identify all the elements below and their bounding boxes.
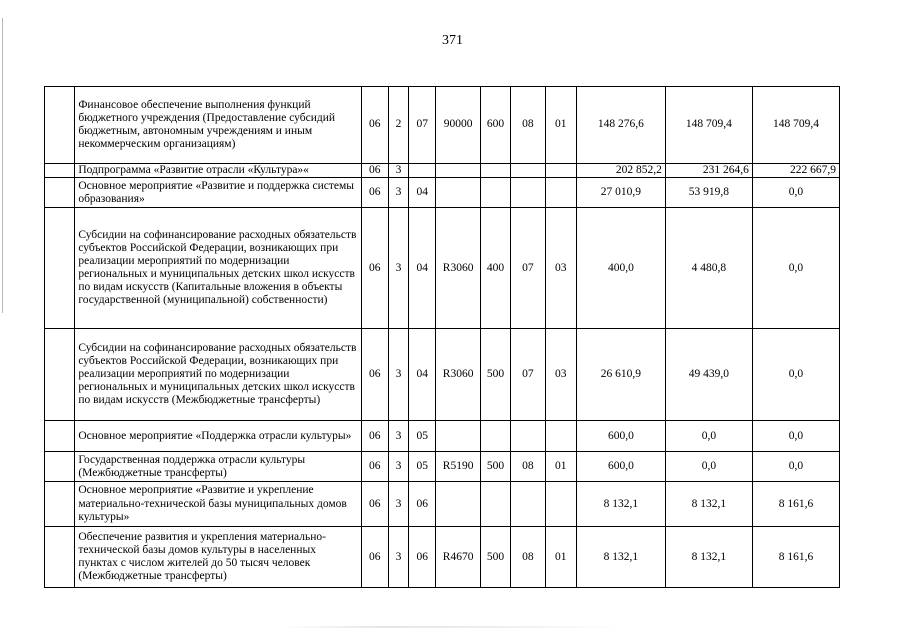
ministry-code: 06: [361, 164, 388, 178]
blank-cell: [45, 87, 75, 164]
expense-type-code: 500: [480, 452, 510, 482]
direction-code: 90000: [436, 87, 481, 164]
table-row: [45, 452, 840, 482]
amount-year-2: 231 264,6: [665, 164, 752, 178]
row-name: Субсидии на софинансирование расходных обязательств субъектов Российской Федерации, возникающих при реализации мероприятий по модернизации региональных и муниципальных детских школ искусств по видам искусств (Капитальные вложения в объекты государственной (муниципальной) собственности): [75, 208, 361, 329]
ministry-code: 06: [361, 329, 388, 421]
amount-year-3: 0,0: [752, 178, 839, 208]
expense-type-code: [480, 164, 510, 178]
subprogram-code: 06: [409, 527, 436, 588]
section-code: [511, 164, 545, 178]
section-code: 07: [511, 208, 545, 329]
amount-year-2: 49 439,0: [665, 329, 752, 421]
amount-year-3: 0,0: [752, 208, 839, 329]
subsection-code: 01: [545, 87, 576, 164]
program-code: 3: [388, 452, 408, 482]
table-row: [45, 164, 840, 178]
direction-code: [436, 421, 481, 452]
amount-year-2: 8 132,1: [665, 482, 752, 527]
subsection-code: 03: [545, 208, 576, 329]
amount-year-1: 600,0: [576, 421, 665, 452]
section-code: [511, 178, 545, 208]
amount-year-2: 0,0: [665, 452, 752, 482]
section-code: [511, 482, 545, 527]
section-code: 07: [511, 329, 545, 421]
table-row: [45, 421, 840, 452]
amount-year-3: 0,0: [752, 329, 839, 421]
amount-year-1: 26 610,9: [576, 329, 665, 421]
amount-year-1: 600,0: [576, 452, 665, 482]
page-number: 371: [442, 33, 463, 48]
scan-margin-line: [2, 18, 3, 313]
subsection-code: [545, 164, 576, 178]
program-code: 3: [388, 208, 408, 329]
row-name: Государственная поддержка отрасли культуры (Межбюджетные трансферты): [75, 452, 361, 482]
row-name: Финансовое обеспечение выполнения функций бюджетного учреждения (Предоставление субсидий бюджетным, автономным учреждениям и иным некоммерческим организациям): [75, 87, 361, 164]
amount-year-2: 53 919,8: [665, 178, 752, 208]
amount-year-1: 148 276,6: [576, 87, 665, 164]
table-row: [45, 178, 840, 208]
direction-code: [436, 178, 481, 208]
subsection-code: 01: [545, 452, 576, 482]
amount-year-3: 0,0: [752, 452, 839, 482]
subsection-code: 03: [545, 329, 576, 421]
expense-type-code: [480, 421, 510, 452]
subprogram-code: [409, 164, 436, 178]
ministry-code: 06: [361, 527, 388, 588]
program-code: 3: [388, 164, 408, 178]
amount-year-1: 8 132,1: [576, 482, 665, 527]
scan-artifact: [280, 626, 620, 628]
row-name: Обеспечение развития и укрепления материально-технической базы домов культуры в населенных пунктах с числом жителей до 50 тысяч человек (Межбюджетные трансферты): [75, 527, 361, 588]
ministry-code: 06: [361, 87, 388, 164]
ministry-code: 06: [361, 178, 388, 208]
row-name: Подпрограмма «Развитие отрасли «Культура»«: [75, 164, 361, 178]
ministry-code: 06: [361, 421, 388, 452]
subsection-code: [545, 421, 576, 452]
subprogram-code: 05: [409, 452, 436, 482]
blank-cell: [45, 164, 75, 178]
subsection-code: [545, 178, 576, 208]
table-row: [45, 527, 840, 588]
amount-year-3: 8 161,6: [752, 527, 839, 588]
amount-year-2: 0,0: [665, 421, 752, 452]
amount-year-2: 4 480,8: [665, 208, 752, 329]
amount-year-3: 8 161,6: [752, 482, 839, 527]
amount-year-3: 0,0: [752, 421, 839, 452]
program-code: 3: [388, 482, 408, 527]
program-code: 3: [388, 421, 408, 452]
subsection-code: 01: [545, 527, 576, 588]
blank-cell: [45, 208, 75, 329]
direction-code: R3060: [436, 208, 481, 329]
blank-cell: [45, 527, 75, 588]
row-name: Основное мероприятие «Развитие и поддержка системы образования»: [75, 178, 361, 208]
expense-type-code: 400: [480, 208, 510, 329]
blank-cell: [45, 421, 75, 452]
amount-year-3: 148 709,4: [752, 87, 839, 164]
section-code: 08: [511, 87, 545, 164]
table-row: [45, 482, 840, 527]
expense-type-code: [480, 178, 510, 208]
budget-table: [44, 86, 840, 588]
program-code: 3: [388, 329, 408, 421]
blank-cell: [45, 482, 75, 527]
row-name: Основное мероприятие «Развитие и укрепление материально-технической базы муниципальных домов культуры»: [75, 482, 361, 527]
row-name: Субсидии на софинансирование расходных обязательств субъектов Российской Федерации, возникающих при реализации мероприятий по модернизации региональных и муниципальных детских школ искусств по видам искусств (Межбюджетные трансферты): [75, 329, 361, 421]
direction-code: [436, 164, 481, 178]
amount-year-1: 202 852,2: [576, 164, 665, 178]
section-code: 08: [511, 527, 545, 588]
blank-cell: [45, 452, 75, 482]
section-code: 08: [511, 452, 545, 482]
section-code: [511, 421, 545, 452]
expense-type-code: 500: [480, 527, 510, 588]
blank-cell: [45, 329, 75, 421]
direction-code: R4670: [436, 527, 481, 588]
subsection-code: [545, 482, 576, 527]
expense-type-code: 500: [480, 329, 510, 421]
blank-cell: [45, 178, 75, 208]
direction-code: R5190: [436, 452, 481, 482]
table-row: [45, 329, 840, 421]
subprogram-code: 07: [409, 87, 436, 164]
amount-year-1: 400,0: [576, 208, 665, 329]
subprogram-code: 04: [409, 329, 436, 421]
subprogram-code: 04: [409, 208, 436, 329]
direction-code: [436, 482, 481, 527]
expense-type-code: 600: [480, 87, 510, 164]
direction-code: R3060: [436, 329, 481, 421]
program-code: 3: [388, 178, 408, 208]
program-code: 2: [388, 87, 408, 164]
ministry-code: 06: [361, 208, 388, 329]
expense-type-code: [480, 482, 510, 527]
amount-year-3: 222 667,9: [752, 164, 839, 178]
table-row: [45, 208, 840, 329]
subprogram-code: 05: [409, 421, 436, 452]
row-name: Основное мероприятие «Поддержка отрасли культуры»: [75, 421, 361, 452]
amount-year-2: 148 709,4: [665, 87, 752, 164]
subprogram-code: 04: [409, 178, 436, 208]
subprogram-code: 06: [409, 482, 436, 527]
amount-year-1: 8 132,1: [576, 527, 665, 588]
table-row: [45, 87, 840, 164]
amount-year-1: 27 010,9: [576, 178, 665, 208]
amount-year-2: 8 132,1: [665, 527, 752, 588]
ministry-code: 06: [361, 452, 388, 482]
ministry-code: 06: [361, 482, 388, 527]
program-code: 3: [388, 527, 408, 588]
